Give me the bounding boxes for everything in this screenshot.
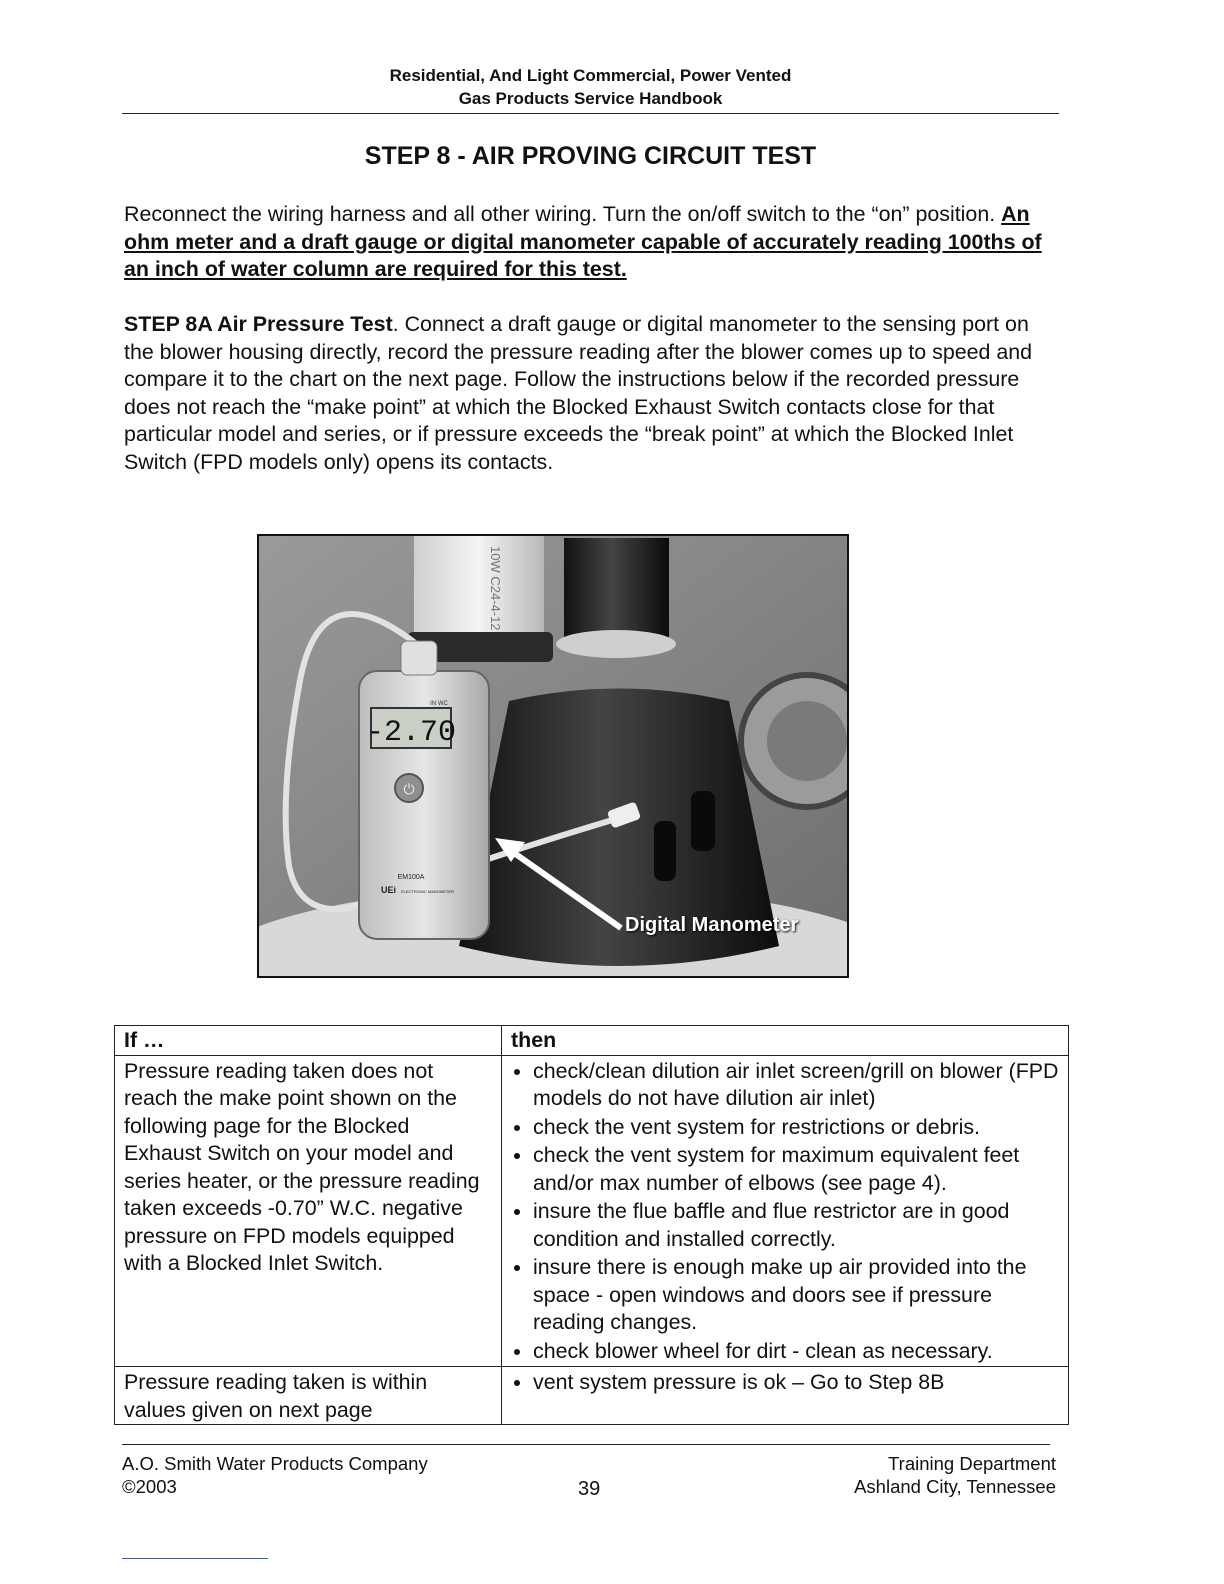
header-line-1: Residential, And Light Commercial, Power Vented — [389, 66, 792, 85]
footer-right — [854, 1452, 1056, 1498]
header-divider — [122, 113, 1059, 114]
action-list — [511, 1369, 1059, 1398]
list-item: • check the vent system for maximum equivalent feet and/or max number of elbows (see page 4). — [533, 1142, 1059, 1198]
header-then: then — [502, 1026, 1069, 1056]
header-line-2: Gas Products Service Handbook — [458, 89, 723, 108]
running-header — [122, 64, 1059, 110]
intro-requirement: An ohm meter and a draft gauge or digital manometer capable of accurately reading 100ths of an inch of water column are required for this test. — [124, 202, 1042, 281]
power-icon: ⏻ — [403, 782, 415, 798]
footnote-rule — [122, 1558, 268, 1559]
footer-location: Ashland City, Tennessee — [854, 1476, 1056, 1497]
manometer-photo — [257, 534, 849, 978]
footer-company: A.O. Smith Water Products Company — [122, 1453, 428, 1474]
vent-pipe — [414, 536, 544, 646]
step8a-paragraph — [124, 311, 1064, 476]
pipe-marking: 10W C24-4-12 — [488, 546, 503, 631]
list-item: • check the vent system for restrictions or debris. — [533, 1114, 1059, 1143]
manometer-photo-illustration — [259, 536, 847, 976]
meter-reading: -2.70 — [365, 716, 457, 750]
footer-left — [122, 1452, 428, 1498]
troubleshooting-table — [114, 1025, 1069, 1425]
list-item: • check blower wheel for dirt - clean as necessary. — [533, 1338, 1059, 1367]
table-row — [115, 1055, 1069, 1367]
meter-brand: UEi — [381, 885, 397, 895]
intro-text: Reconnect the wiring harness and all other wiring. Turn the on/off switch to the “on” position. — [124, 202, 1002, 226]
intro-paragraph — [124, 201, 1064, 284]
step8a-label: STEP 8A Air Pressure Test — [124, 312, 393, 336]
footer-department: Training Department — [888, 1453, 1056, 1474]
step8a-text: . Connect a draft gauge or digital manometer to the sensing port on the blower housing directly, record the pressure reading after the blower comes up to speed and compare it to the chart on the next page. Follow the instructions below if the recorded pressure does not reach the “make point” at which the Blocked Exhaust Switch contacts close for that particular model and series, or if pressure exceeds the “break point” at which the Blocked Inlet Switch (FPD models only) opens its contacts. — [124, 312, 1033, 474]
header-if: If … — [115, 1026, 502, 1056]
action-list — [511, 1058, 1059, 1367]
meter-model: EM100A — [397, 874, 425, 881]
list-item: • insure the flue baffle and flue restrictor are in good condition and installed correctly. — [533, 1198, 1059, 1254]
table-header-row — [115, 1026, 1069, 1056]
meter-subtitle: ELECTRONIC MANOMETER — [401, 889, 454, 894]
footer-divider — [122, 1444, 1050, 1445]
table-row — [115, 1367, 1069, 1425]
footer-copyright: ©2003 — [122, 1476, 177, 1497]
condition-cell: Pressure reading taken is within values given on next page — [115, 1367, 502, 1425]
list-item: • insure there is enough make up air provided into the space - open windows and doors see if pressure reading changes. — [533, 1254, 1059, 1338]
condition-cell: Pressure reading taken does not reach the make point shown on the following page for the Blocked Exhaust Switch on your model and series heater, or the pressure reading taken exceeds -0.70” W.C. negative pressure on FPD models equipped with a Blocked Inlet Switch. — [115, 1055, 502, 1367]
list-item: • check/clean dilution air inlet screen/grill on blower (FPD models do not have dilution air inlet) — [533, 1058, 1059, 1114]
page-number: 39 — [578, 1478, 601, 1500]
list-item: • vent system pressure is ok – Go to Step 8B — [533, 1369, 1059, 1398]
action-cell — [502, 1055, 1069, 1367]
page-title: STEP 8 - AIR PROVING CIRCUIT TEST — [364, 142, 817, 170]
action-cell — [502, 1367, 1069, 1425]
meter-unit: IN WC — [430, 701, 448, 707]
photo-caption: Digital Manometer — [625, 914, 799, 936]
